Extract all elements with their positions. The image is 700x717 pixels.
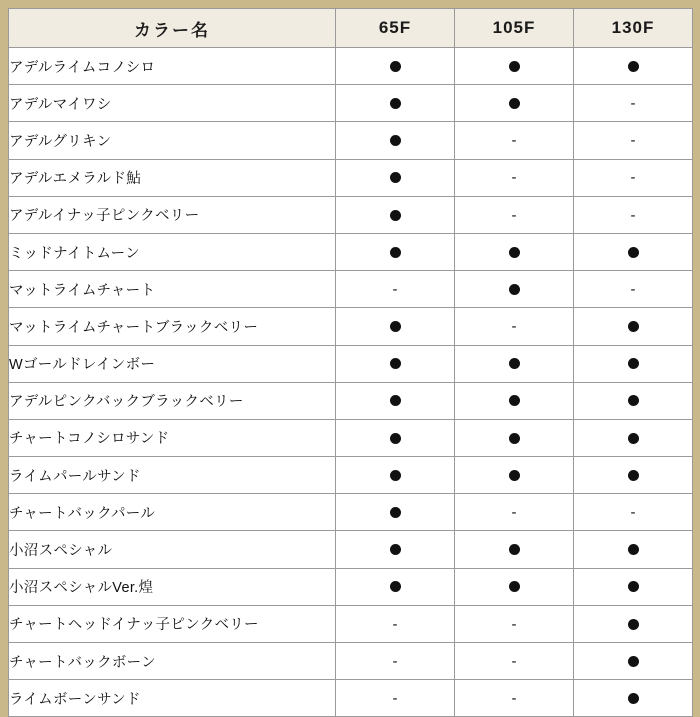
unavailable-dash-icon: - [630, 504, 636, 522]
color-name-cell: チャートバックパール [9, 494, 336, 531]
availability-cell [455, 48, 574, 85]
availability-cell [574, 122, 693, 159]
availability-cell [455, 122, 574, 159]
availability-cell [574, 643, 693, 680]
availability-cell [455, 271, 574, 308]
available-dot-icon [509, 284, 520, 295]
availability-cell [336, 233, 455, 270]
table-row [9, 605, 693, 642]
availability-cell [574, 680, 693, 717]
table-row [9, 457, 693, 494]
availability-cell [574, 271, 693, 308]
available-dot-icon [509, 358, 520, 369]
color-name-cell: ライムボーンサンド [9, 680, 336, 717]
availability-cell [336, 419, 455, 456]
available-dot-icon [509, 470, 520, 481]
availability-cell [574, 345, 693, 382]
unavailable-dash-icon: - [511, 169, 517, 187]
availability-cell [336, 457, 455, 494]
unavailable-dash-icon: - [392, 652, 398, 670]
table-row [9, 308, 693, 345]
column-header-130f: 130F [574, 9, 693, 48]
available-dot-icon [390, 61, 401, 72]
table-row [9, 494, 693, 531]
table-row [9, 680, 693, 717]
available-dot-icon [390, 544, 401, 555]
available-dot-icon [628, 470, 639, 481]
available-dot-icon [509, 544, 520, 555]
table-row [9, 48, 693, 85]
available-dot-icon [390, 507, 401, 518]
availability-cell [336, 308, 455, 345]
color-name-cell: チャートバックボーン [9, 643, 336, 680]
color-name-cell: マットライムチャート [9, 271, 336, 308]
availability-cell [336, 568, 455, 605]
unavailable-dash-icon: - [392, 689, 398, 707]
availability-cell [336, 196, 455, 233]
header-row [9, 9, 693, 48]
table-row [9, 271, 693, 308]
available-dot-icon [628, 619, 639, 630]
availability-cell [336, 48, 455, 85]
table-row [9, 233, 693, 270]
unavailable-dash-icon: - [630, 132, 636, 150]
color-name-cell: アデルピンクバックブラックベリー [9, 382, 336, 419]
availability-cell [455, 457, 574, 494]
table-row [9, 122, 693, 159]
available-dot-icon [509, 433, 520, 444]
availability-cell [574, 457, 693, 494]
availability-cell [574, 159, 693, 196]
available-dot-icon [628, 61, 639, 72]
availability-cell [336, 494, 455, 531]
availability-cell [455, 568, 574, 605]
available-dot-icon [509, 61, 520, 72]
available-dot-icon [390, 470, 401, 481]
table-row [9, 643, 693, 680]
availability-cell [336, 271, 455, 308]
table-row [9, 345, 693, 382]
availability-cell [336, 643, 455, 680]
table-row [9, 568, 693, 605]
unavailable-dash-icon: - [511, 504, 517, 522]
color-name-cell: アデルマイワシ [9, 85, 336, 122]
table-row [9, 196, 693, 233]
column-header-color-name: カラー名 [9, 9, 336, 48]
unavailable-dash-icon: - [511, 689, 517, 707]
unavailable-dash-icon: - [511, 206, 517, 224]
color-name-cell: アデルグリキン [9, 122, 336, 159]
table-row [9, 159, 693, 196]
availability-cell [455, 159, 574, 196]
available-dot-icon [509, 98, 520, 109]
availability-cell [455, 196, 574, 233]
unavailable-dash-icon: - [630, 94, 636, 112]
available-dot-icon [509, 395, 520, 406]
availability-cell [336, 680, 455, 717]
available-dot-icon [628, 433, 639, 444]
color-name-cell: チャートヘッドイナッ子ピンクベリー [9, 605, 336, 642]
available-dot-icon [390, 358, 401, 369]
table-body [9, 48, 693, 717]
availability-cell [455, 643, 574, 680]
available-dot-icon [628, 358, 639, 369]
table-row [9, 419, 693, 456]
color-name-cell: 小沼スペシャルVer.煌 [9, 568, 336, 605]
unavailable-dash-icon: - [392, 615, 398, 633]
availability-cell [455, 605, 574, 642]
availability-cell [574, 85, 693, 122]
table-header [9, 9, 693, 48]
table-row [9, 531, 693, 568]
available-dot-icon [390, 581, 401, 592]
unavailable-dash-icon: - [630, 280, 636, 298]
color-name-cell: ライムパールサンド [9, 457, 336, 494]
availability-cell [574, 605, 693, 642]
availability-cell [455, 419, 574, 456]
availability-cell [336, 345, 455, 382]
unavailable-dash-icon: - [511, 615, 517, 633]
availability-cell [574, 382, 693, 419]
available-dot-icon [628, 321, 639, 332]
availability-cell [455, 345, 574, 382]
availability-cell [455, 308, 574, 345]
color-name-cell: マットライムチャートブラックベリー [9, 308, 336, 345]
table-row [9, 382, 693, 419]
unavailable-dash-icon: - [392, 280, 398, 298]
color-name-cell: アデルイナッ子ピンクベリー [9, 196, 336, 233]
unavailable-dash-icon: - [511, 652, 517, 670]
color-name-cell: Wゴールドレインボー [9, 345, 336, 382]
availability-cell [574, 48, 693, 85]
available-dot-icon [509, 581, 520, 592]
available-dot-icon [390, 321, 401, 332]
available-dot-icon [628, 247, 639, 258]
availability-cell [455, 680, 574, 717]
available-dot-icon [628, 581, 639, 592]
column-header-105f: 105F [455, 9, 574, 48]
availability-cell [574, 308, 693, 345]
table-row [9, 85, 693, 122]
column-header-65f: 65F [336, 9, 455, 48]
available-dot-icon [390, 433, 401, 444]
unavailable-dash-icon: - [511, 318, 517, 336]
available-dot-icon [390, 395, 401, 406]
availability-cell [455, 382, 574, 419]
available-dot-icon [390, 98, 401, 109]
availability-cell [336, 605, 455, 642]
availability-cell [336, 85, 455, 122]
availability-cell [574, 196, 693, 233]
availability-cell [336, 531, 455, 568]
available-dot-icon [628, 395, 639, 406]
unavailable-dash-icon: - [630, 206, 636, 224]
color-name-cell: ミッドナイトムーン [9, 233, 336, 270]
availability-cell [336, 382, 455, 419]
available-dot-icon [390, 135, 401, 146]
color-name-cell: アデルエメラルド鮎 [9, 159, 336, 196]
unavailable-dash-icon: - [511, 132, 517, 150]
availability-cell [455, 531, 574, 568]
available-dot-icon [509, 247, 520, 258]
availability-cell [455, 85, 574, 122]
availability-cell [574, 419, 693, 456]
available-dot-icon [628, 693, 639, 704]
availability-cell [574, 233, 693, 270]
availability-cell [574, 494, 693, 531]
color-availability-table [8, 8, 693, 717]
color-name-cell: チャートコノシロサンド [9, 419, 336, 456]
availability-cell [455, 233, 574, 270]
available-dot-icon [628, 656, 639, 667]
available-dot-icon [390, 172, 401, 183]
color-name-cell: 小沼スペシャル [9, 531, 336, 568]
availability-cell [574, 568, 693, 605]
availability-cell [336, 122, 455, 159]
available-dot-icon [628, 544, 639, 555]
available-dot-icon [390, 247, 401, 258]
availability-cell [574, 531, 693, 568]
color-availability-table-container [8, 8, 692, 708]
color-name-cell: アデルライムコノシロ [9, 48, 336, 85]
availability-cell [336, 159, 455, 196]
unavailable-dash-icon: - [630, 169, 636, 187]
availability-cell [455, 494, 574, 531]
available-dot-icon [390, 210, 401, 221]
